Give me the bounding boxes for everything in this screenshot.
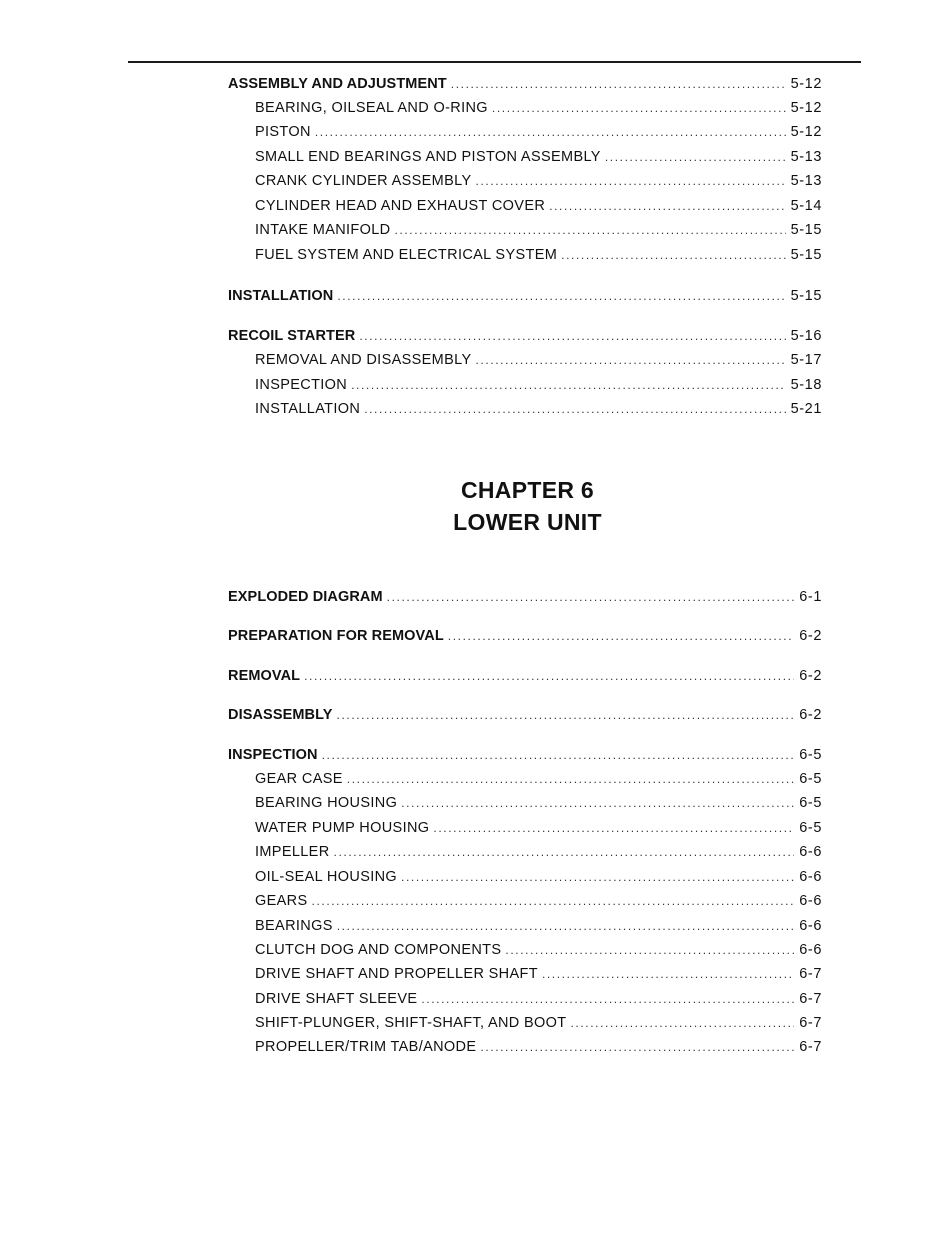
toc-entry-page: 5-17 (790, 352, 822, 368)
toc-entry-page: 6-5 (799, 747, 822, 763)
toc-entry-title: BEARING HOUSING (255, 795, 398, 811)
toc-entry-title: DISASSEMBLY (228, 707, 333, 723)
dot-leader (337, 705, 795, 725)
toc-entry[interactable] (228, 705, 822, 725)
chapter-heading (0, 474, 931, 538)
dot-leader (421, 989, 794, 1009)
toc-entry[interactable] (255, 940, 822, 960)
toc-entry-page: 5-15 (790, 288, 822, 304)
toc-entry-page: 6-6 (799, 918, 822, 934)
toc-entry[interactable] (255, 793, 822, 813)
toc-entry[interactable] (255, 220, 822, 240)
toc-entry[interactable] (255, 842, 822, 862)
toc-entry-page: 6-7 (799, 1039, 822, 1055)
toc-entry-title: REMOVAL (228, 668, 301, 684)
toc-entry-page: 6-5 (799, 771, 822, 787)
dot-leader (475, 350, 785, 370)
toc-entry-title: CRANK CYLINDER ASSEMBLY (255, 173, 472, 189)
toc-entry-page: 5-12 (790, 100, 822, 116)
toc-entry-page: 5-12 (790, 76, 822, 92)
toc-entry[interactable] (255, 916, 822, 936)
toc-entry[interactable] (255, 989, 822, 1009)
toc-entry-page: 5-15 (790, 222, 822, 238)
toc-entry-title: BEARING, OILSEAL AND O-RING (255, 100, 488, 116)
toc-entry-page: 6-7 (799, 991, 822, 1007)
toc-entry[interactable] (255, 891, 822, 911)
toc-entry-title: PREPARATION FOR REMOVAL (228, 628, 444, 644)
toc-entry-page: 5-18 (790, 377, 822, 393)
toc-entry-title: RECOIL STARTER (228, 328, 356, 344)
toc-entry[interactable] (255, 350, 822, 370)
toc-entry-page: 5-16 (790, 328, 822, 344)
toc-entry[interactable] (255, 964, 822, 984)
toc-entry-title: INSTALLATION (228, 288, 334, 304)
toc-entry-title: OIL-SEAL HOUSING (255, 869, 398, 885)
dot-leader (351, 375, 785, 395)
dot-leader (337, 286, 785, 306)
dot-leader (433, 818, 794, 838)
toc-entry-title: CYLINDER HEAD AND EXHAUST COVER (255, 198, 546, 214)
dot-leader (480, 1037, 794, 1057)
toc-entry[interactable] (255, 171, 822, 191)
toc-entry-title: WATER PUMP HOUSING (255, 820, 430, 836)
toc-entry[interactable] (255, 147, 822, 167)
dot-leader (448, 626, 794, 646)
dot-leader (475, 171, 785, 191)
chapter-title: LOWER UNIT (453, 509, 602, 535)
toc-entry[interactable] (255, 375, 822, 395)
toc-entry-title: IMPELLER (255, 844, 330, 860)
toc-entry-title: GEARS (255, 893, 308, 909)
dot-leader (542, 964, 794, 984)
toc-entry-page: 6-6 (799, 869, 822, 885)
toc-entry[interactable] (228, 666, 822, 686)
toc-entry-title: FUEL SYSTEM AND ELECTRICAL SYSTEM (255, 247, 558, 263)
toc-entry[interactable] (228, 745, 822, 765)
dot-leader (315, 122, 786, 142)
toc-entry-title: SMALL END BEARINGS AND PISTON ASSEMBLY (255, 149, 601, 165)
toc-entry-title: INSTALLATION (255, 401, 361, 417)
dot-leader (395, 220, 786, 240)
toc-entry[interactable] (255, 1037, 822, 1057)
toc-entry-title: INSPECTION (228, 747, 318, 763)
toc-entry-page: 6-6 (799, 844, 822, 860)
toc-entry[interactable] (255, 867, 822, 887)
toc-entry-title: INTAKE MANIFOLD (255, 222, 391, 238)
toc-entry[interactable] (255, 196, 822, 216)
toc-entry-title: CLUTCH DOG AND COMPONENTS (255, 942, 502, 958)
dot-leader (492, 98, 786, 118)
toc-entry-page: 5-13 (790, 173, 822, 189)
dot-leader (605, 147, 786, 167)
toc-entry-title: DRIVE SHAFT AND PROPELLER SHAFT (255, 966, 538, 982)
dot-leader (505, 940, 794, 960)
toc-entry[interactable] (255, 122, 822, 142)
toc-entry-title: REMOVAL AND DISASSEMBLY (255, 352, 472, 368)
toc-entry[interactable] (228, 74, 822, 94)
toc-entry[interactable] (228, 286, 822, 306)
toc-entry-page: 6-2 (799, 628, 822, 644)
dot-leader (561, 245, 785, 265)
toc-entry-page: 6-7 (799, 966, 822, 982)
toc-entry-title: SHIFT-PLUNGER, SHIFT-SHAFT, AND BOOT (255, 1015, 567, 1031)
dot-leader (549, 196, 785, 216)
toc-entry-page: 5-12 (790, 124, 822, 140)
chapter-number: CHAPTER 6 (460, 477, 595, 503)
toc-entry[interactable] (255, 818, 822, 838)
dot-leader (571, 1013, 795, 1033)
toc-entry[interactable] (228, 326, 822, 346)
dot-leader (401, 867, 794, 887)
dot-leader (387, 587, 795, 607)
toc-entry-title: PISTON (255, 124, 311, 140)
dot-leader (334, 842, 795, 862)
toc-entry-page: 6-6 (799, 893, 822, 909)
toc-entry-title: DRIVE SHAFT SLEEVE (255, 991, 418, 1007)
dot-leader (312, 891, 795, 911)
toc-entry-page: 6-1 (799, 589, 822, 605)
toc-entry-page: 6-5 (799, 820, 822, 836)
toc-entry-title: ASSEMBLY AND ADJUSTMENT (228, 76, 447, 92)
toc-entry-title: INSPECTION (255, 377, 348, 393)
toc-entry-title: BEARINGS (255, 918, 333, 934)
header-rule (128, 61, 861, 63)
toc-entry-page: 5-21 (790, 401, 822, 417)
toc-entry[interactable] (255, 245, 822, 265)
toc-entry-page: 6-2 (799, 707, 822, 723)
dot-leader (359, 326, 785, 346)
dot-leader (337, 916, 794, 936)
toc-entry[interactable] (255, 98, 822, 118)
dot-leader (322, 745, 795, 765)
dot-leader (304, 666, 794, 686)
dot-leader (364, 399, 785, 419)
toc-entry[interactable] (228, 587, 822, 607)
toc-entry[interactable] (228, 626, 822, 646)
dot-leader (401, 793, 794, 813)
toc-entry-page: 6-7 (799, 1015, 822, 1031)
toc-entry-page: 5-15 (790, 247, 822, 263)
toc-entry-title: EXPLODED DIAGRAM (228, 589, 383, 605)
toc-entry[interactable] (255, 769, 822, 789)
toc-entry[interactable] (255, 399, 822, 419)
toc-entry-page: 6-5 (799, 795, 822, 811)
toc-entry-title: GEAR CASE (255, 771, 343, 787)
toc-entry-title: PROPELLER/TRIM TAB/ANODE (255, 1039, 477, 1055)
toc-entry-page: 6-2 (799, 668, 822, 684)
toc-entry-page: 5-14 (790, 198, 822, 214)
dot-leader (451, 74, 786, 94)
toc-entry[interactable] (255, 1013, 822, 1033)
dot-leader (347, 769, 794, 789)
toc-entry-page: 6-6 (799, 942, 822, 958)
toc-entry-page: 5-13 (790, 149, 822, 165)
